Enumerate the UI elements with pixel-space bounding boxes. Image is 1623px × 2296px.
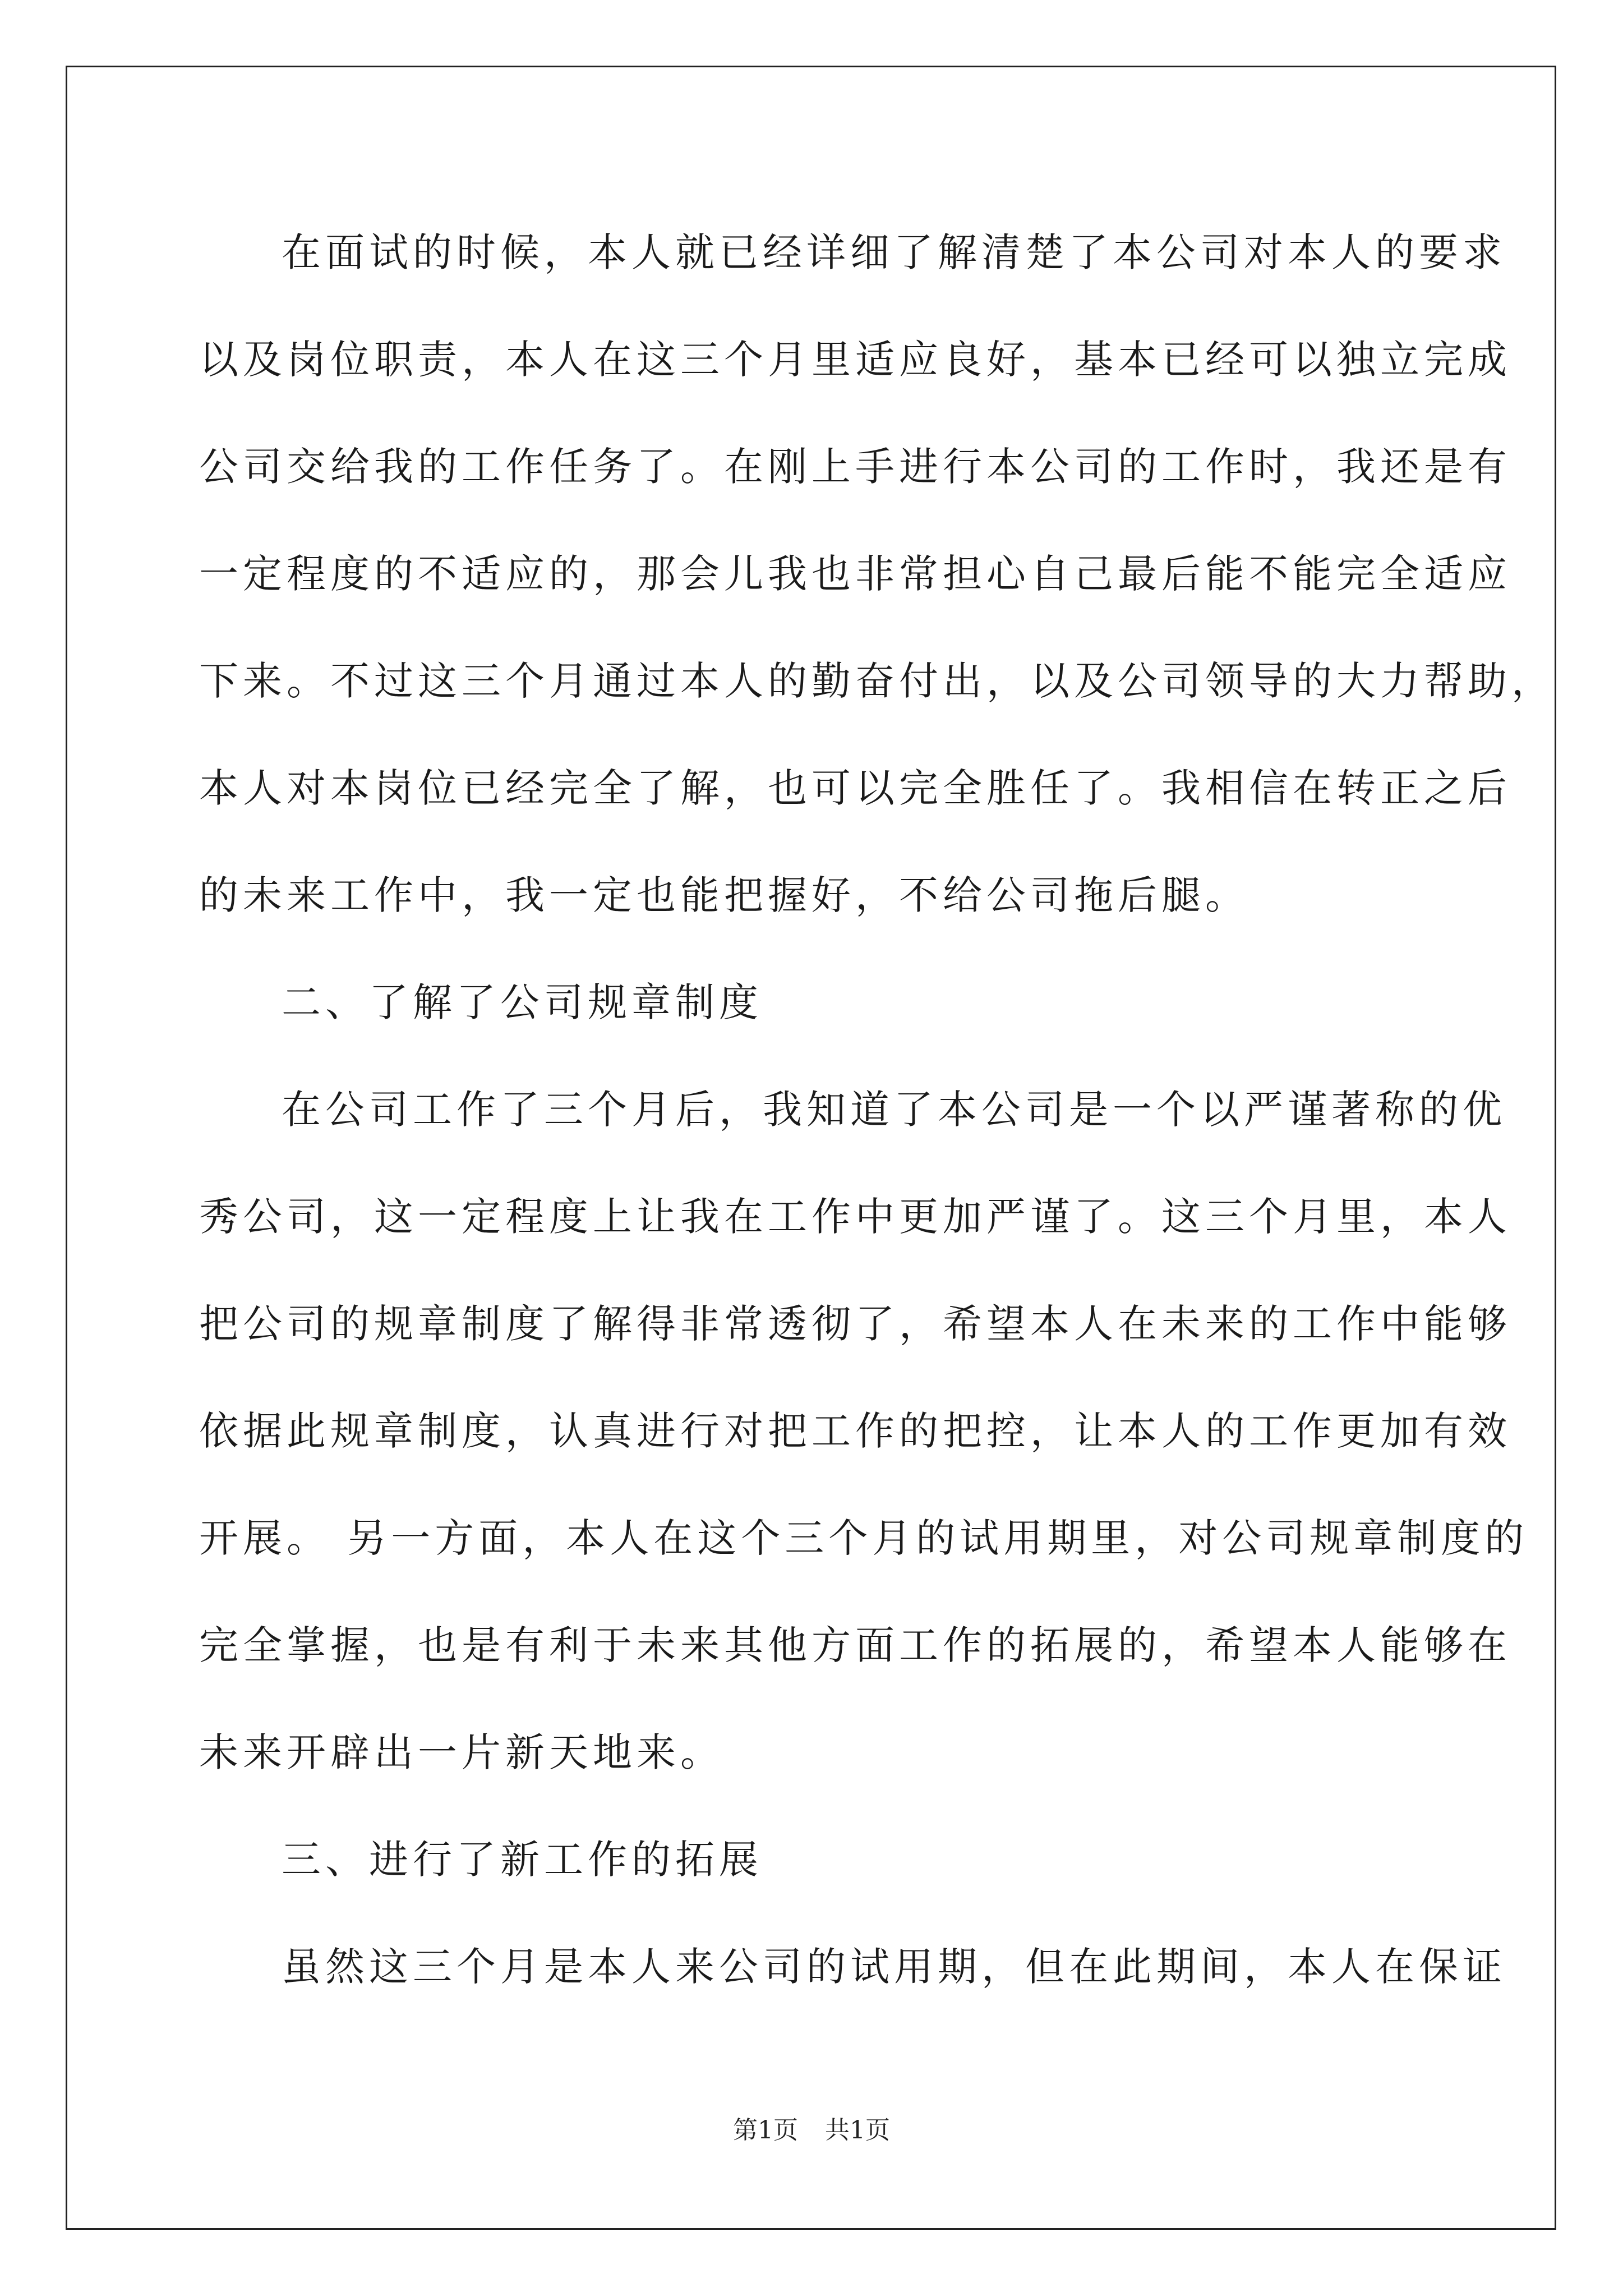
paragraph-line: 下来。不过这三个月通过本人的勤奋付出，以及公司领导的大力帮助， [199,658,1555,704]
page-number: 第1页 [733,2116,798,2145]
page-total: 共1页 [825,2116,890,2145]
paragraph-line: 开展。 另一方面，本人在这个三个月的试用期里，对公司规章制度的 [199,1515,1529,1561]
paragraph-line: 完全掌握，也是有利于未来其他方面工作的拓展的，希望本人能够在 [199,1622,1511,1668]
paragraph-line: 以及岗位职责，本人在这三个月里适应良好，基本已经可以独立完成 [199,337,1511,383]
paragraph-line: 本人对本岗位已经完全了解，也可以完全胜任了。我相信在转正之后 [199,765,1511,811]
paragraph-line: 公司交给我的工作任务了。在刚上手进行本公司的工作时，我还是有 [199,444,1511,490]
paragraph-line: 虽然这三个月是本人来公司的试用期，但在此期间，本人在保证 [282,1944,1506,1990]
paragraph-line: 在公司工作了三个月后，我知道了本公司是一个以严谨著称的优 [282,1087,1506,1133]
section-heading: 三、进行了新工作的拓展 [282,1837,763,1883]
paragraph-line: 一定程度的不适应的，那会儿我也非常担心自己最后能不能完全适应 [199,551,1511,597]
page-footer [0,2108,1623,2153]
section-heading: 二、了解了公司规章制度 [282,979,763,1025]
paragraph-line: 在面试的时候，本人就已经详细了解清楚了本公司对本人的要求 [282,229,1506,275]
paragraph-line: 未来开辟出一片新天地来。 [199,1729,724,1775]
paragraph-line: 把公司的规章制度了解得非常透彻了，希望本人在未来的工作中能够 [199,1301,1511,1347]
paragraph-line: 秀公司，这一定程度上让我在工作中更加严谨了。这三个月里，本人 [199,1194,1511,1240]
paragraph-line: 依据此规章制度，认真进行对把工作的把控，让本人的工作更加有效 [199,1408,1511,1454]
paragraph-line: 的未来工作中，我一定也能把握好，不给公司拖后腿。 [199,872,1249,918]
